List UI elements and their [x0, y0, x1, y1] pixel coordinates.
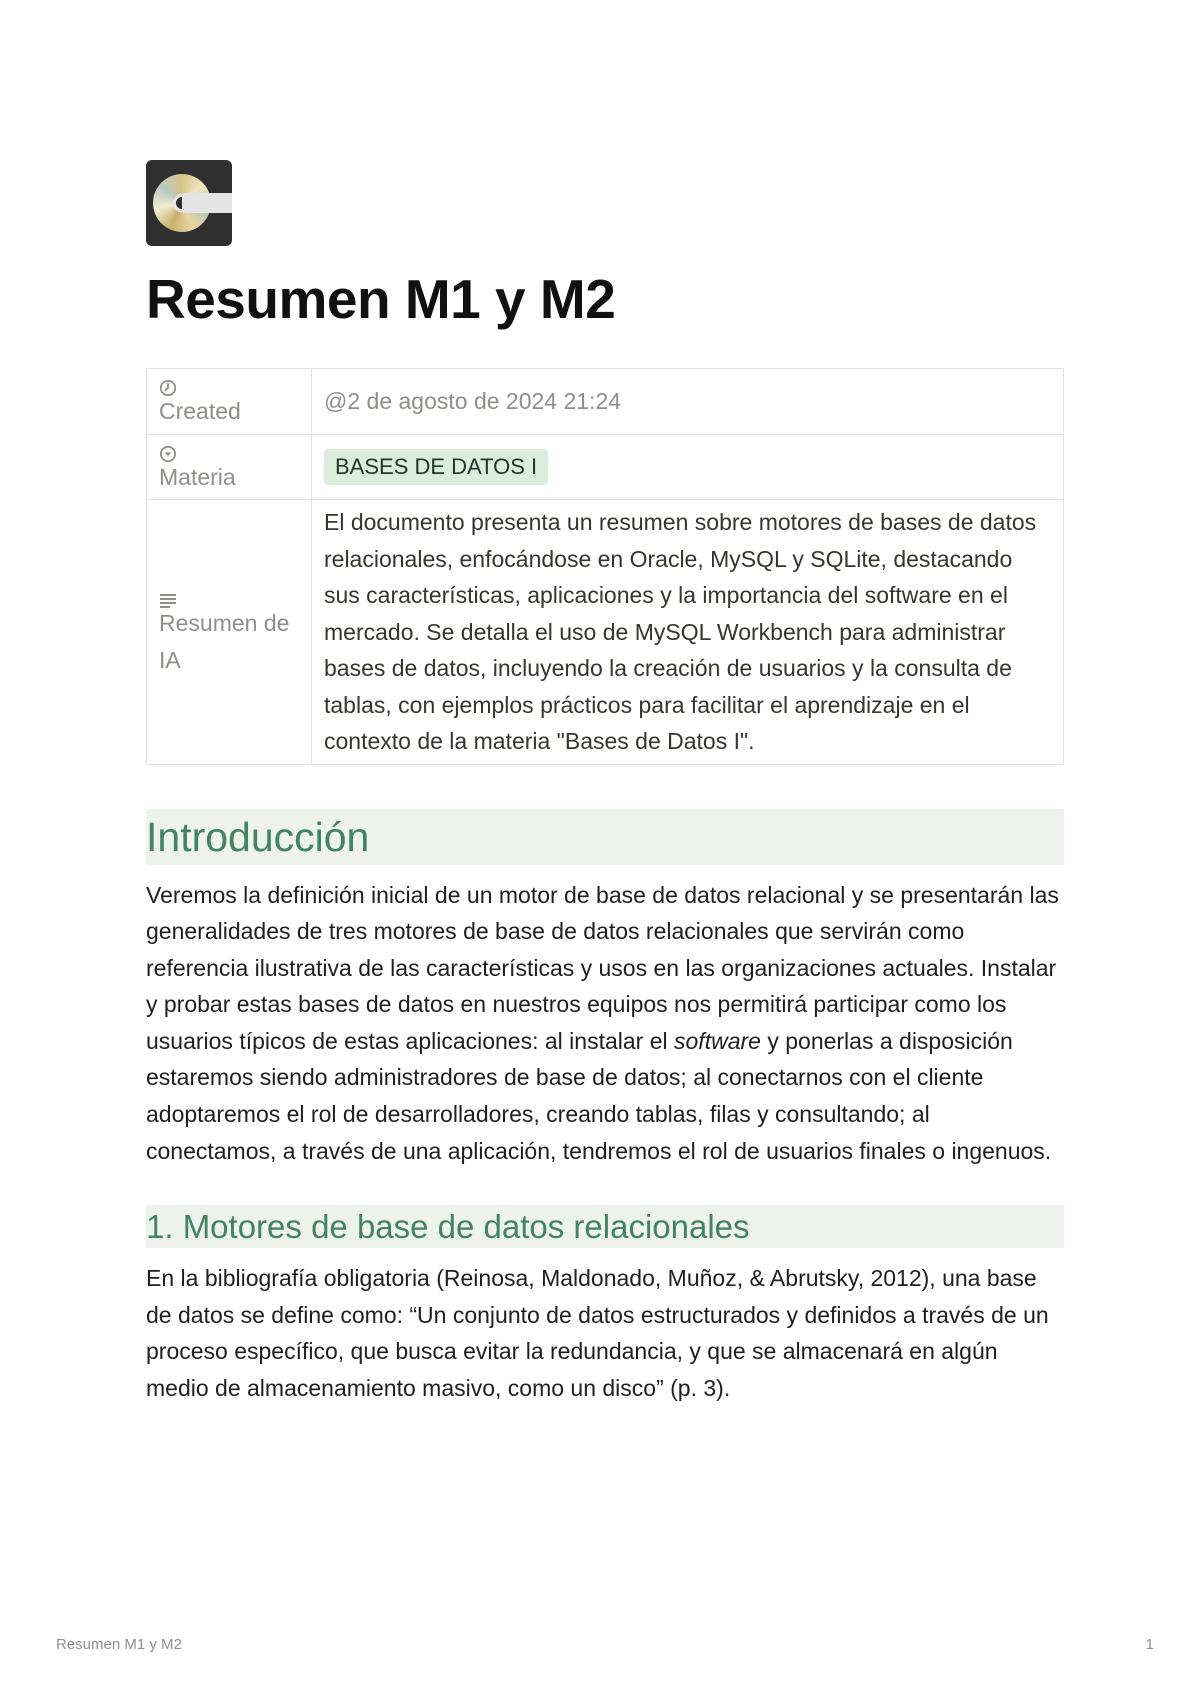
- footer-page-number: 1: [1145, 1636, 1154, 1653]
- created-value[interactable]: @2 de agosto de 2024 21:24: [312, 369, 1064, 435]
- property-row-resumen: [147, 500, 1064, 765]
- page-content: [146, 160, 1064, 1407]
- property-label: Resumen de IA: [159, 610, 290, 673]
- property-row-materia: [147, 434, 1064, 500]
- intro-paragraph: [146, 877, 1064, 1170]
- property-label: Materia: [159, 463, 236, 490]
- intro-text-part-2: y ponerlas a disposición estaremos siendo administradores de base de datos; al conectarnos con el cliente adoptaremos el rol de desarrolladores, creando tablas, filas y consultando; al conectamos, a través de una aplicación, tendremos el rol de usuarios finales o ingenuos.: [146, 1027, 1052, 1164]
- property-name-cell: [147, 434, 312, 500]
- optical-disc-icon[interactable]: [146, 160, 232, 246]
- disc-drive-tray: [182, 193, 232, 213]
- materia-tag[interactable]: BASES DE DATOS I: [324, 449, 548, 485]
- materia-value[interactable]: [312, 434, 1064, 500]
- property-label: Created: [159, 398, 241, 424]
- heading-introduccion: Introducción: [146, 809, 1064, 865]
- property-name-cell: [147, 500, 312, 765]
- resumen-value[interactable]: El documento presenta un resumen sobre motores de bases de datos relacionales, enfocándose en Oracle, MySQL y SQLite, destacando sus características, aplicaciones y la importancia del software en el mercado. Se detalla el uso de MySQL Workbench para administrar bases de datos, incluyendo la creación de usuarios y la consulta de tablas, con ejemplos prácticos para facilitar el aprendizaje en el contexto de la materia "Bases de Datos I".: [312, 500, 1064, 765]
- property-row-created: [147, 369, 1064, 435]
- intro-text-part-1: Veremos la definición inicial de un motor de base de datos relacional y se presentarán las generalidades de tres motores de base de datos relacionales que servirán como referencia ilustrativa de las características y usos en las organizaciones actuales. Instalar y probar estas bases de datos en nuestros equipos nos permitirá participar como los usuarios típicos de estas aplicaciones: al instalar el: [146, 881, 1059, 1054]
- page-title: Resumen M1 y M2: [146, 268, 616, 330]
- heading-motores: 1. Motores de base de datos relacionales: [146, 1205, 1064, 1248]
- footer-title: Resumen M1 y M2: [56, 1636, 182, 1653]
- motores-paragraph: En la bibliografía obligatoria (Reinosa, Maldonado, Muñoz, & Abrutsky, 2012), una base de datos se define como: “Un conjunto de datos estructurados y definidos a través de un proceso específico, que busca evitar la redundancia, y que se almacenará en algún medio de almacenamiento masivo, como un disco” (p. 3).: [146, 1265, 1049, 1402]
- select-icon: [159, 445, 177, 463]
- property-name-cell: [147, 369, 312, 435]
- properties-table: [146, 368, 1064, 765]
- text-lines-icon: [159, 591, 177, 609]
- clock-icon: [159, 379, 177, 397]
- intro-text-emphasis: software: [674, 1027, 761, 1054]
